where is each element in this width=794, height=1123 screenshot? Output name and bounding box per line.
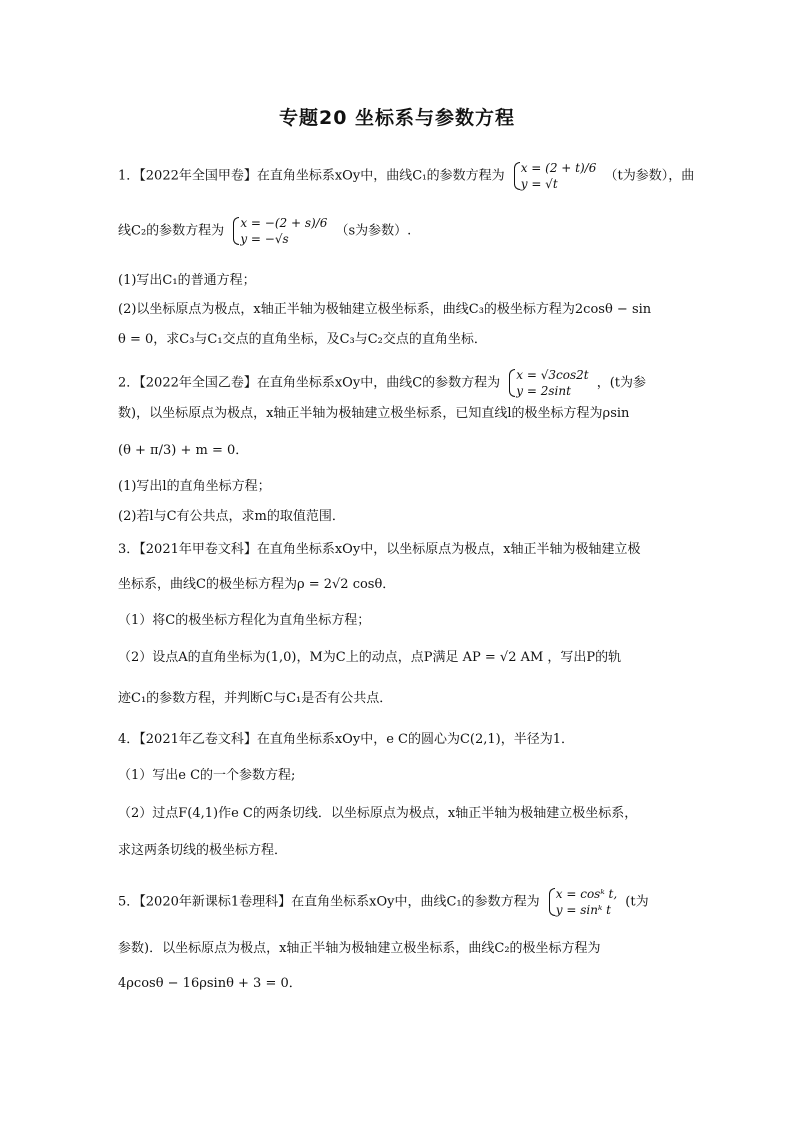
problem-2-q1: (1)写出l的直角坐标方程； — [118, 479, 271, 494]
problem-5-text: 5．【2020年新课标1卷理科】在直角坐标系xOy中，曲线C₁的参数方程为 — [118, 894, 540, 910]
problem-1-text: 1．【2022年全国甲卷】在直角坐标系xOy中，曲线C — [118, 168, 423, 184]
equation-row: x = √3cos2t — [516, 368, 589, 382]
problem-1-text-b: 的参数方程为 — [426, 168, 505, 184]
problem-2-text: 2．【2022年全国乙卷】在直角坐标系xOy中，曲线C的参数方程为 — [118, 375, 501, 391]
equation-row: x = −(2 + s)/6 — [240, 216, 328, 230]
equation-system — [513, 160, 597, 192]
problem-4-q2-cont: 求这两条切线的极坐标方程． — [118, 843, 288, 858]
problem-1-text-c: （t为参数），曲 — [604, 168, 695, 184]
problem-2-q2: (2)若l与C有公共点，求m的取值范围． — [118, 509, 345, 524]
problem-1-q2: (2)以坐标原点为极点，x轴正半轴为极轴建立极坐标系，曲线C₃的极坐标方程为2cosθ − sin — [118, 302, 652, 317]
problem-4-line-1: 4．【2021年乙卷文科】在直角坐标系xOy中，e C的圆心为C(2,1)，半径为1． — [118, 732, 574, 747]
page-title: 专题20 坐标系与参数方程 — [278, 107, 516, 129]
equation-row: y = √t — [520, 177, 558, 191]
problem-1-line-2 — [118, 215, 411, 247]
problem-5-line-1 — [118, 886, 649, 918]
problem-3-line-2: 坐标系，曲线C的极坐标方程为ρ = 2√2 cosθ． — [118, 577, 396, 592]
problem-3-line-1: 3．【2021年甲卷文科】在直角坐标系xOy中，以坐标原点为极点，x轴正半轴为极轴建立极 — [118, 542, 641, 557]
equation-row: x = (2 + t)/6 — [520, 161, 597, 175]
equation-row: x = cosᵏ t, — [555, 887, 618, 901]
equation-row: y = −√s — [240, 232, 289, 246]
equation-system — [232, 215, 327, 247]
problem-5-line-3: 4ρcosθ − 16ρsinθ + 3 = 0． — [118, 976, 302, 991]
problem-1-line-1: 1．【2022年全国甲卷】在直角坐标系xOy中，曲线C₁的参数方程为 x = (2 + t)/6 y = √t （t为参数），曲 — [118, 161, 695, 191]
equation-row: y = sinᵏ t — [555, 903, 611, 917]
equation-system — [508, 367, 588, 399]
problem-3-q2: （2）设点A的直角坐标为(1,0)，M为C上的动点，点P满足 AP = √2 AM ，写出P的轨 — [118, 650, 622, 665]
problem-1-text: （s为参数）. — [335, 223, 412, 239]
problem-3-q2-cont: 迹C₁的参数方程，并判断C与C₁是否有公共点． — [118, 691, 393, 706]
problem-3-q1: （1）将C的极坐标方程化为直角坐标方程； — [118, 613, 371, 628]
problem-4-q2: （2）过点F(4,1)作e C的两条切线．以坐标原点为极点，x轴正半轴为极轴建立极坐标系， — [118, 806, 638, 821]
problem-4-q1: （1）写出e C的一个参数方程; — [118, 768, 296, 783]
problem-2-line-1 — [118, 367, 646, 399]
problem-1-q1: (1)写出C₁的普通方程； — [118, 273, 256, 288]
problem-2-line-3: (θ + π/3) + m = 0． — [118, 443, 249, 458]
problem-5-line-2: 参数)．以坐标原点为极点，x轴正半轴为极轴建立极坐标系，曲线C₂的极坐标方程为 — [118, 941, 601, 956]
problem-2-text: ，(t为参 — [596, 375, 647, 391]
problem-2-line-2: 数)，以坐标原点为极点，x轴正半轴为极轴建立极坐标系，已知直线l的极坐标方程为ρsin — [118, 406, 630, 421]
problem-1-q2-cont: θ = 0，求C₃与C₁交点的直角坐标，及C₃与C₂交点的直角坐标． — [118, 332, 487, 347]
problem-5-text: (t为 — [625, 894, 649, 910]
problem-1-text: 线C₂的参数方程为 — [118, 223, 225, 239]
equation-system — [548, 886, 617, 918]
equation-row: y = 2sint — [516, 384, 571, 398]
